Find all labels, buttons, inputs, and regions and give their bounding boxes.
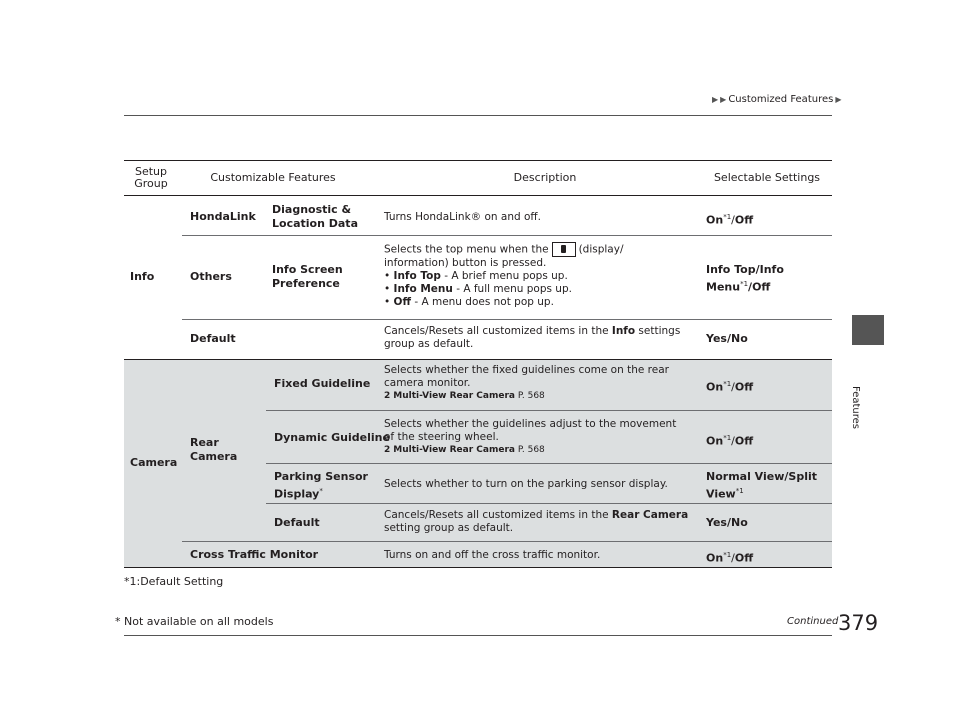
feature-camera-default: Default — [274, 516, 320, 529]
description-text: Selects the top menu when the — [384, 243, 549, 256]
continued-label: Continued — [787, 616, 839, 627]
column-header-customizable-features: Customizable Features — [210, 171, 336, 184]
display-info-button-icon — [552, 242, 576, 257]
feature-dynamic-guideline: Dynamic Guideline — [274, 431, 390, 444]
header-rule — [124, 115, 832, 116]
column-header-setup-group: Setup Group — [134, 165, 168, 190]
column-header-description: Description — [513, 171, 577, 184]
feature-cross-traffic-monitor: Cross Traffic Monitor — [190, 548, 319, 561]
setting-cross-traffic: On$^{*1}$/Off — [706, 551, 754, 565]
setting-info-default: Yes/No — [706, 332, 748, 345]
category-hondalink: HondaLink — [190, 210, 256, 223]
description-text: (display/ information) button is pressed. — [384, 243, 624, 269]
setting-diagnostic — [706, 210, 753, 228]
setting-on: On — [706, 213, 724, 227]
side-tab — [852, 315, 884, 345]
row-rule — [182, 235, 832, 236]
group-rule — [124, 359, 832, 360]
group-info: Info — [130, 270, 155, 283]
setting-parking-sensor: Normal View/Split View$^{*1}$ — [706, 470, 818, 501]
row-rule — [266, 503, 832, 504]
category-others: Others — [190, 270, 232, 283]
description-fixed-guideline: Selects whether the fixed guidelines come on the rear camera monitor. 2 Multi-View Rear Camera P. 568 — [384, 364, 699, 403]
row-rule — [266, 463, 832, 464]
group-camera: Camera — [130, 456, 178, 469]
description-parking-sensor: Selects whether to turn on the parking sensor display. — [384, 478, 668, 490]
reference-arrow-icon: 2 — [384, 445, 391, 455]
side-tab-label: Features — [850, 386, 861, 429]
setting-fixed-guideline: On$^{*1}$/Off — [706, 380, 754, 394]
feature-parking-sensor-display: Parking Sensor Display* — [274, 470, 368, 501]
setting-info-screen: Info Top/Info Menu$^{*1}$/Off — [706, 263, 784, 294]
description-info-default: Cancels/Resets all customized items in the Info settings group as default. — [384, 325, 681, 350]
description-dynamic-guideline: Selects whether the guidelines adjust to the movement of the steering wheel. 2 Multi-View Rear Camera P. 568 — [384, 418, 699, 457]
separator: / — [731, 213, 735, 227]
description-cross-traffic: Turns on and off the cross traffic monitor. — [384, 549, 601, 561]
triangle-right-icon: ▶ — [835, 95, 842, 104]
list-item: • Info Top - A brief menu pops up. — [384, 270, 568, 282]
row-rule — [182, 541, 832, 542]
row-rule — [182, 319, 832, 320]
reference-arrow-icon: 2 — [384, 391, 391, 401]
footnote-default-setting: *1:Default Setting — [124, 575, 224, 588]
footer-rule — [124, 635, 832, 636]
setting-camera-default: Yes/No — [706, 516, 748, 529]
description-camera-default: Cancels/Resets all customized items in the Rear Camera setting group as default. — [384, 509, 689, 534]
feature-info-screen-preference: Info Screen Preference — [272, 263, 343, 290]
category-default: Default — [190, 332, 236, 345]
setting-off: Off — [734, 213, 754, 227]
column-header-selectable-settings: Selectable Settings — [713, 171, 821, 184]
description-diagnostic: Turns HondaLink® on and off. — [384, 211, 541, 223]
table-header-rule — [124, 195, 832, 196]
table-top-rule — [124, 160, 832, 161]
footnote-not-available: * Not available on all models — [115, 615, 274, 628]
triangle-right-icon: ▶ — [720, 95, 727, 104]
list-item: • Info Menu - A full menu pops up. — [384, 283, 572, 295]
table-bottom-rule — [124, 567, 832, 568]
triangle-right-icon: ▶ — [712, 95, 719, 104]
list-item: • Off - A menu does not pop up. — [384, 296, 554, 308]
breadcrumb-label: Customized Features — [728, 94, 834, 105]
feature-diagnostic-location-data: Diagnostic & Location Data — [272, 203, 358, 230]
category-rear-camera: Rear Camera — [190, 436, 238, 463]
default-mark: *1 — [723, 213, 732, 221]
feature-fixed-guideline: Fixed Guideline — [274, 377, 371, 390]
setting-dynamic-guideline: On$^{*1}$/Off — [706, 434, 754, 448]
page-number: 379 — [838, 611, 879, 635]
cross-reference[interactable]: 2 Multi-View Rear Camera P. 568 — [384, 445, 545, 455]
description-info-screen — [384, 242, 694, 309]
row-rule — [266, 410, 832, 411]
breadcrumb — [712, 94, 841, 105]
cross-reference[interactable]: 2 Multi-View Rear Camera P. 568 — [384, 391, 545, 401]
